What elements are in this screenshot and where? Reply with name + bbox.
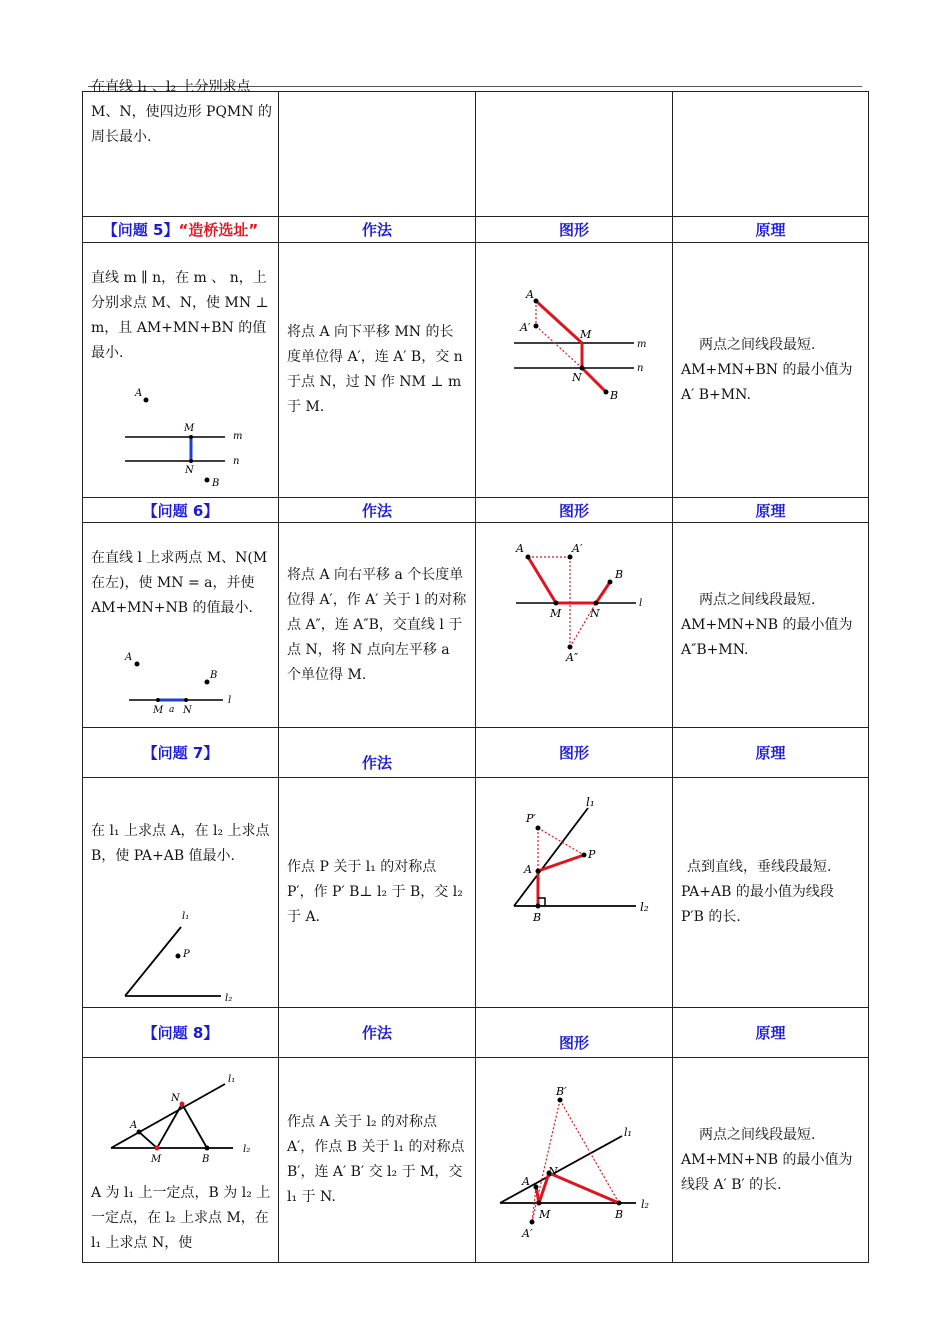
header-tuxing: 图形 [476,1008,673,1058]
row-header-p5 [83,217,869,243]
header-tuxing: 图形 [476,217,673,243]
cell-condition-prev [83,79,279,217]
svg-text:a: a [169,705,175,715]
svg-text:l₁: l₁ [228,1074,236,1085]
svg-text:l₂: l₂ [225,992,233,1004]
svg-text:l₂: l₂ [640,900,649,914]
cell-condition-p5 [83,243,279,498]
problem-5-title: 【问题 5】“造桥选址” [83,217,279,243]
cell-condition-p7 [83,778,279,1008]
method-text-p6: 将点 A 向右平移 a 个长度单位得 A′，作 A′ 关于 l 的对称点 A″，连 A″B，交直线 l 于点 N，将 N 点向左平移 a 个单位得 M. [287,566,467,683]
svg-text:m: m [637,339,647,350]
cell-empty [673,92,869,217]
header-yuanli: 原理 [673,728,869,778]
svg-text:B: B [615,1208,624,1221]
svg-text:A′: A′ [520,321,531,334]
figure-p5-solution [476,243,673,493]
method-text-p7: 作点 P 关于 l₁ 的对称点 P′，作 P′ B⊥ l₂ 于 B，交 l₂ 于 A. [287,859,463,925]
header-tuxing: 图形 [476,728,673,778]
svg-text:A′: A′ [522,1227,533,1240]
cell-principle-p5 [673,243,869,498]
svg-text:l₁: l₁ [586,795,595,809]
svg-text:B: B [202,1154,210,1165]
principle-p8-line2: AM+MN+NB 的最小值为线段 A′ B′ 的长. [681,1151,853,1193]
problem-8-title: 【问题 8】 [83,1008,279,1058]
svg-text:N: N [171,1093,180,1104]
principle-p6-line1: 两点之间线段最短. [699,591,816,608]
cell-figure-p5 [476,243,673,498]
svg-text:M: M [153,705,164,716]
svg-text:A: A [125,652,133,663]
cell-method-p5 [279,243,476,498]
svg-text:A: A [516,542,524,555]
header-zuofa: 作法 [279,1008,476,1058]
svg-text:M: M [151,1154,162,1165]
principle-p6-line3: A″B+MN. [681,641,749,658]
svg-text:N: N [183,705,192,716]
condition-text-p7: 在 l₁ 上求点 A，在 l₂ 上求点 B，使 PA+AB 值最小. [91,822,270,864]
header-yuanli: 原理 [673,498,869,523]
method-table [82,79,869,1263]
svg-text:N: N [548,1165,558,1178]
svg-text:l₁: l₁ [624,1126,632,1139]
svg-text:B: B [610,389,619,402]
svg-text:l₂: l₂ [641,1198,649,1211]
method-text-p8: 作点 A 关于 l₂ 的对称点 A′，作点 B 关于 l₁ 的对称点 B′，连 A′ B′ 交 l₂ 于 M，交 l₁ 于 N. [287,1114,465,1205]
cell-method-p8 [279,1058,476,1263]
condition-text-prev: 在直线 l₁ 、l₂ 上分别求点 M、N，使四边形 PQMN 的周长最小. [91,79,272,145]
figure-p8-given [83,1064,279,1174]
row-header-p7 [83,728,869,778]
cell-condition-p6 [83,523,279,728]
principle-p5-line2: AM+MN+BN 的最小值为 [681,361,853,378]
svg-text:l: l [639,598,643,609]
svg-text:N: N [572,371,582,384]
figure-p6-solution [476,523,673,723]
svg-text:B: B [210,670,218,681]
header-zuofa: 作法 [279,498,476,523]
condition-text-p8: A 为 l₁ 上一定点，B 为 l₂ 上一定点，在 l₂ 上求点 M，在 l₁ 上求点 N，使 [91,1185,271,1251]
figure-p7-solution [476,778,673,1003]
cell-figure-p8 [476,1058,673,1263]
svg-text:A: A [526,288,534,301]
row-body-p6 [83,523,869,728]
svg-text:P′: P′ [526,812,536,825]
cell-method-p7 [279,778,476,1008]
svg-text:n: n [233,456,240,467]
cell-principle-p6 [673,523,869,728]
problem-7-title: 【问题 7】 [83,728,279,778]
cell-empty [476,92,673,217]
header-tuxing: 图形 [476,498,673,523]
svg-text:l₂: l₂ [243,1144,251,1155]
cell-principle-p7 [673,778,869,1008]
method-text-p5: 将点 A 向下平移 MN 的长度单位得 A′，连 A′ B，交 n 于点 N，过 N 作 NM ⊥ m 于 M. [287,324,463,415]
svg-text:A′: A′ [572,542,583,555]
svg-text:A: A [135,388,143,399]
cell-principle-p8 [673,1058,869,1263]
row-body-p5 [83,243,869,498]
svg-text:A: A [130,1120,138,1131]
svg-text:A: A [522,1175,530,1188]
problem-6-title: 【问题 6】 [83,498,279,523]
condition-text-p6: 在直线 l 上求两点 M、N(M 在左)，使 MN = a，并使 AM+MN+NB 的值最小. [91,550,268,616]
cell-figure-p6 [476,523,673,728]
figure-p7-given [83,903,279,1023]
principle-p5-line1: 两点之间线段最短. [699,336,816,353]
row-body-p7 [83,778,869,1008]
svg-text:M: M [580,328,592,341]
svg-text:A″: A″ [566,651,579,664]
header-yuanli: 原理 [673,217,869,243]
header-yuanli: 原理 [673,1008,869,1058]
row-previous-problem [83,92,869,217]
svg-text:B: B [212,478,220,489]
svg-text:N: N [590,607,600,620]
svg-text:B′: B′ [556,1085,567,1098]
principle-p7-line1: 点到直线，垂线段最短. [687,859,832,875]
svg-text:B: B [533,911,542,924]
svg-text:m: m [233,431,243,442]
svg-text:l₁: l₁ [182,910,190,922]
svg-text:l: l [228,695,232,706]
figure-p5-given [83,380,279,520]
svg-text:P: P [588,848,596,861]
cell-method-p6 [279,523,476,728]
svg-text:P: P [183,948,190,960]
svg-text:N: N [185,465,194,476]
cell-condition-p8 [83,1058,279,1263]
header-zuofa: 作法 [279,217,476,243]
figure-p8-solution [476,1058,673,1258]
row-body-p8 [83,1058,869,1263]
svg-text:B: B [615,568,624,581]
svg-text:n: n [637,363,644,374]
figure-p6-given [83,635,279,725]
header-zuofa: 作法 [279,728,476,778]
svg-text:A: A [524,863,532,876]
principle-p5-line3: A′ B+MN. [681,386,751,403]
principle-p7-line2: PA+AB 的最小值为线段 P′B 的长. [681,884,834,925]
cell-figure-p7 [476,778,673,1008]
condition-text-p5: 直线 m ∥ n，在 m 、 n，上分别求点 M、N，使 MN ⊥ m，且 AM+MN+BN 的值最小. [91,270,269,361]
cell-empty [279,92,476,217]
svg-text:M: M [184,423,195,434]
svg-text:M: M [550,607,562,620]
svg-text:M: M [539,1208,551,1221]
principle-p6-line2: AM+MN+NB 的最小值为 [681,616,853,633]
principle-p8-line1: 两点之间线段最短. [699,1126,816,1143]
